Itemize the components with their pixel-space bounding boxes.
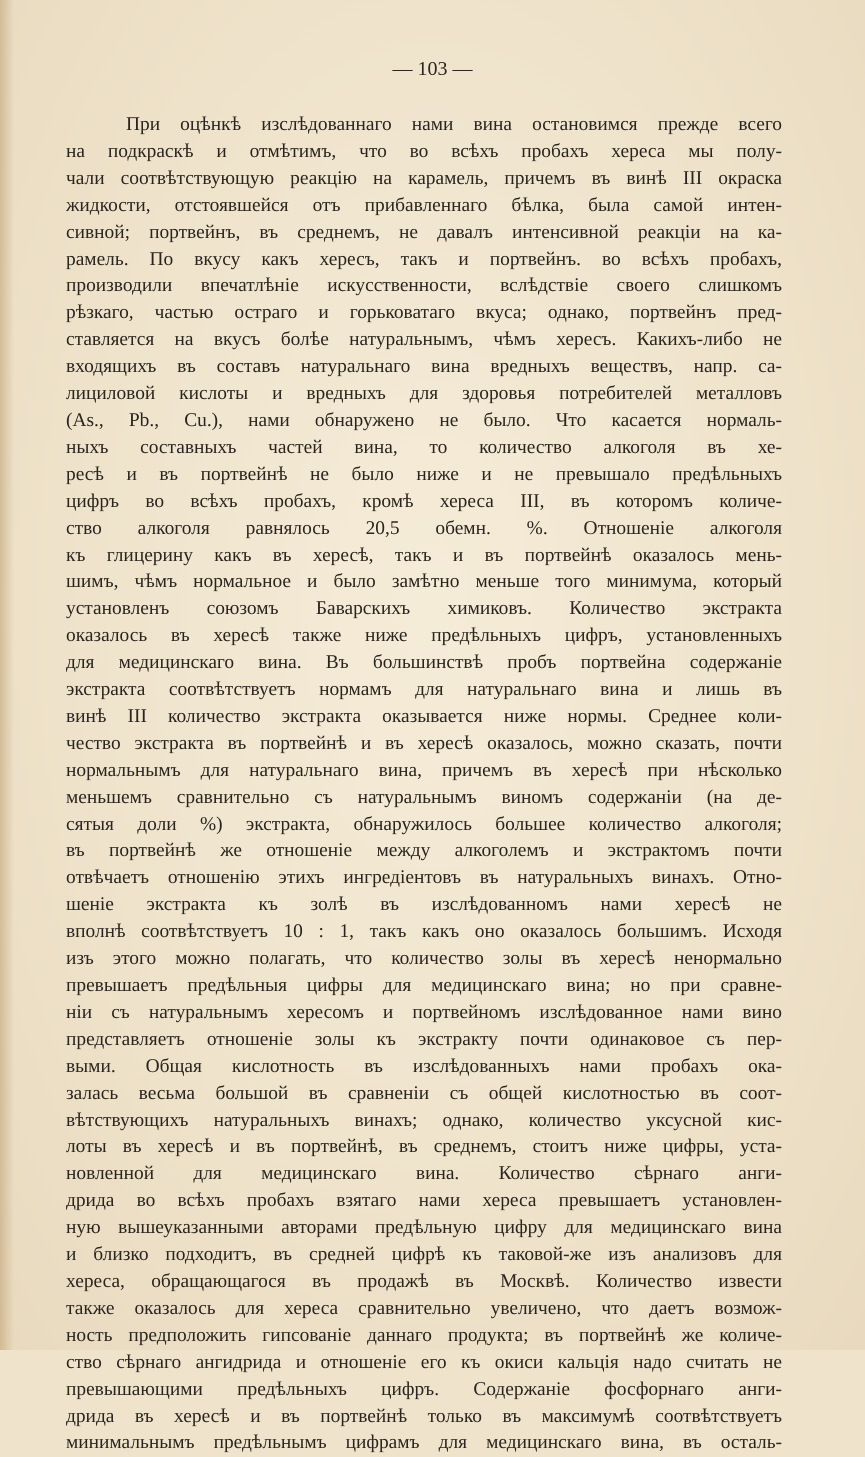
text-line: превышаетъ предѣльныя цифры для медицинскаго вина; но при сравне- <box>66 975 782 996</box>
page-number: — 103 — <box>392 58 473 80</box>
body-paragraph <box>66 112 782 1457</box>
text-line: цифръ во всѣхъ пробахъ, кромѣ хереса III, въ которомъ количе- <box>66 490 782 512</box>
text-line: также оказалось для хереса сравнительно увеличено, что даетъ возмож- <box>66 1297 782 1319</box>
text-line: чали соотвѣтствующую реакцію на карамель, причемъ въ винѣ III окраска <box>66 167 782 189</box>
text-line: въ портвейнѣ же отношеніе между алкоголемъ и экстрактомъ почти <box>66 840 782 862</box>
text-line: рамель. По вкусу какъ хересъ, такъ и портвейнъ. во всѣхъ пробахъ, <box>66 248 782 270</box>
text-line: отвѣчаетъ отношенію этихъ ингредіентовъ въ натуральныхъ винахъ. Отно- <box>66 867 782 889</box>
page-edge-shadow <box>0 0 14 1350</box>
text-line: чество экстракта въ портвейнѣ и въ хересѣ оказалось, можно сказать, почти <box>66 732 782 754</box>
text-line: сятыя доли %) экстракта, обнаружилось большее количество алкоголя; <box>66 813 782 835</box>
text-line: къ глицерину какъ въ хересѣ, такъ и въ портвейнѣ оказалось мень- <box>66 544 782 566</box>
text-line: хереса, обращающагося въ продажѣ въ Москвѣ. Количество извести <box>66 1270 782 1292</box>
text-line: При оцѣнкѣ изслѣдованнаго нами вина остановимся прежде всего <box>126 114 782 135</box>
text-line: представляетъ отношеніе золы къ экстракту почти одинаковое съ пер- <box>66 1028 782 1050</box>
text-line: ресѣ и въ портвейнѣ не было ниже и не превышало предѣльныхъ <box>66 463 782 485</box>
text-line: производили впечатлѣніе искусственности, вслѣдствіе своего слишкомъ <box>66 275 782 297</box>
text-line: новленной для медицинскаго вина. Количество сѣрнаго анги- <box>66 1163 782 1185</box>
text-line: ную вышеуказанными авторами предѣльную цифру для медицинскаго вина <box>66 1217 782 1239</box>
text-line: на подкраскѣ и отмѣтимъ, что во всѣхъ пробахъ хереса мы полу- <box>66 140 782 162</box>
text-line: ныхъ составныхъ частей вина, то количество алкоголя въ хе- <box>66 436 782 458</box>
text-line: минимальнымъ предѣльнымъ цифрамъ для медицинскаго вина, въ осталь- <box>66 1432 782 1454</box>
text-line: ность предположить гипсованіе даннаго продукта; въ портвейнѣ же количе- <box>66 1324 782 1346</box>
text-line: нормальнымъ для натуральнаго вина, причемъ въ хересѣ при нѣсколько <box>66 759 782 781</box>
text-line: дрида во всѣхъ пробахъ взятаго нами хереса превышаетъ установлен- <box>66 1190 782 1212</box>
text-line: ство алкоголя равнялось 20,5 обемн. %. Отношеніе алкоголя <box>66 517 782 539</box>
text-line: ство сѣрнаго ангидрида и отношеніе его къ окиси кальція надо считать не <box>66 1351 782 1373</box>
text-line: залась весьма большой въ сравненіи съ общей кислотностью въ соот- <box>66 1082 782 1104</box>
text-line: лициловой кислоты и вредныхъ для здоровья потребителей металловъ <box>66 383 782 405</box>
text-line: и близко подходитъ, въ средней цифрѣ къ таковой-же изъ анализовъ для <box>66 1244 782 1266</box>
text-line: ніи съ натуральнымъ хересомъ и портвейномъ изслѣдованное нами вино <box>66 1001 782 1023</box>
text-line: для медицинскаго вина. Въ большинствѣ пробъ портвейна содержаніе <box>66 652 782 674</box>
text-line: рѣзкаго, частью остраго и горьковатаго вкуса; однако, портвейнъ пред- <box>66 302 782 324</box>
text-line: установленъ союзомъ Баварскихъ химиковъ. Количество экстракта <box>66 598 782 620</box>
text-line: вполнѣ соотвѣтствуетъ 10 : 1, такъ какъ оно оказалось большимъ. Исходя <box>66 921 782 943</box>
text-line: меньшемъ сравнительно съ натуральнымъ виномъ содержаніи (на де- <box>66 786 782 808</box>
text-line: ставляется на вкусъ болѣе натуральнымъ, чѣмъ хересъ. Какихъ-либо не <box>66 329 782 351</box>
text-line: шимъ, чѣмъ нормальное и было замѣтно меньше того минимума, который <box>66 571 782 593</box>
text-line: выми. Общая кислотность въ изслѣдованныхъ нами пробахъ ока- <box>66 1055 782 1077</box>
text-line: шеніе экстракта къ золѣ въ изслѣдованномъ нами хересѣ не <box>66 894 782 916</box>
text-line: дрида въ хересѣ и въ портвейнѣ только въ максимумѣ соотвѣтствуетъ <box>66 1405 782 1427</box>
text-line: оказалось въ хересѣ также ниже предѣльныхъ цифръ, установленныхъ <box>66 625 782 647</box>
text-line: винѣ III количество экстракта оказывается ниже нормы. Среднее коли- <box>66 705 782 727</box>
text-line: входящихъ въ составъ натуральнаго вина вредныхъ веществъ, напр. са- <box>66 356 782 378</box>
text-line: лоты въ хересѣ и въ портвейнѣ, въ среднемъ, стоитъ ниже цифры, уста- <box>66 1136 782 1158</box>
text-line: вѣтствующихъ натуральныхъ винахъ; однако, количество уксусной кис- <box>66 1109 782 1131</box>
text-line: сивной; портвейнъ, въ среднемъ, не давалъ интенсивной реакціи на ка- <box>66 221 782 243</box>
text-line: жидкости, отстоявшейся отъ прибавленнаго бѣлка, была самой интен- <box>66 194 782 216</box>
text-line: экстракта соотвѣтствуетъ нормамъ для натуральнаго вина и лишь въ <box>66 679 782 701</box>
text-line: (As., Pb., Cu.), нами обнаружено не было. Что касается нормаль- <box>66 409 782 431</box>
text-line: превышающими предѣльныхъ цифръ. Содержаніе фосфорнаго анги- <box>66 1378 782 1400</box>
text-line: изъ этого можно полагать, что количество золы въ хересѣ ненормально <box>66 948 782 970</box>
